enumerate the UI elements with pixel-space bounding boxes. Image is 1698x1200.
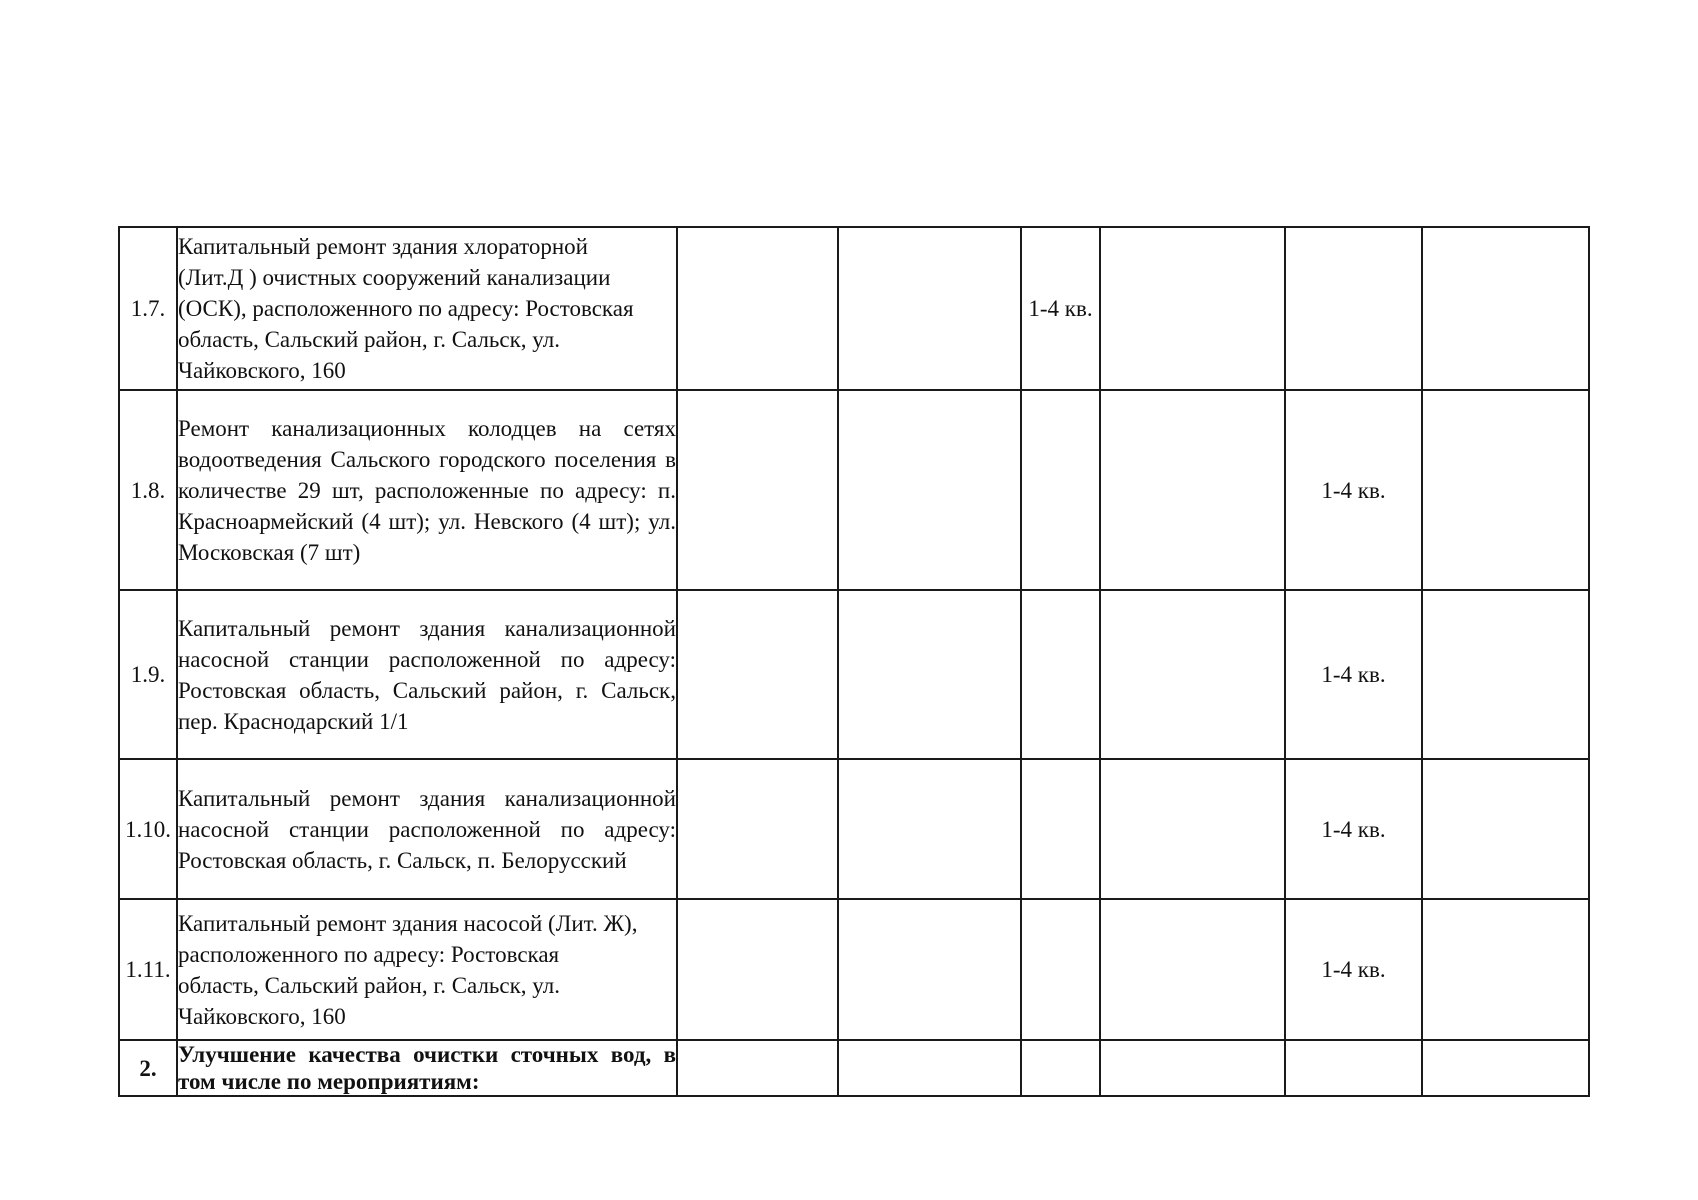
- table-row: [119, 390, 1589, 590]
- cell-col-8: [1422, 899, 1589, 1040]
- row-description: [177, 227, 677, 390]
- cell-col-4: [838, 590, 1021, 759]
- cell-col-5: [1021, 590, 1100, 759]
- cell-col-3: [677, 227, 838, 390]
- cell-col-7: [1285, 227, 1422, 390]
- table-row: [119, 590, 1589, 759]
- cell-col-6: [1100, 759, 1285, 899]
- cell-col-3: [677, 390, 838, 590]
- cell-col-6: [1100, 1040, 1285, 1096]
- cell-col-4: [838, 227, 1021, 390]
- cell-col-5: [1021, 1040, 1100, 1096]
- cell-col-7: 1-4 кв.: [1285, 759, 1422, 899]
- row-number: 1.11.: [119, 899, 177, 1040]
- cell-col-7: 1-4 кв.: [1285, 390, 1422, 590]
- row-number: 2.: [119, 1040, 177, 1096]
- cell-col-7: [1285, 1040, 1422, 1096]
- description-line: область, Сальский район, г. Сальск, ул.: [178, 327, 561, 352]
- table-row: [119, 899, 1589, 1040]
- table-row: [119, 1040, 1589, 1096]
- cell-col-8: [1422, 590, 1589, 759]
- cell-col-5: [1021, 899, 1100, 1040]
- cell-col-4: [838, 899, 1021, 1040]
- cell-col-5: [1021, 390, 1100, 590]
- row-number: 1.10.: [119, 759, 177, 899]
- cell-col-6: [1100, 227, 1285, 390]
- description-line: (Лит.Д ) очистных сооружений канализации: [178, 265, 611, 290]
- row-description: Капитальный ремонт здания канализационной насосной станции расположенной по адресу: Ростовская область, Сальский район, г. Сальск, пер. Краснодарский 1/1: [177, 590, 677, 759]
- row-description: Ремонт канализационных колодцев на сетях водоотведения Сальского городского поселения в количестве 29 шт, расположенные по адресу: п. Красноармейский (4 шт); ул. Невского (4 шт); ул. Московская (7 шт): [177, 390, 677, 590]
- description-line: Капитальный ремонт здания насосой (Лит. Ж),: [178, 910, 638, 936]
- row-description: [177, 899, 677, 1040]
- cell-col-8: [1422, 1040, 1589, 1096]
- table-row: [119, 227, 1589, 390]
- description-line: область, Сальский район, г. Сальск, ул.: [178, 972, 561, 998]
- description-line: (ОСК), расположенного по адресу: Ростовская: [178, 296, 634, 321]
- cell-col-3: [677, 590, 838, 759]
- description-line: расположенного по адресу: Ростовская: [178, 941, 560, 967]
- cell-col-3: [677, 1040, 838, 1096]
- cell-col-4: [838, 1040, 1021, 1096]
- cell-col-8: [1422, 390, 1589, 590]
- plan-table: [118, 226, 1590, 1097]
- description-line: Капитальный ремонт здания хлораторной: [178, 234, 588, 259]
- cell-col-6: [1100, 390, 1285, 590]
- row-number: 1.9.: [119, 590, 177, 759]
- cell-col-5: [1021, 759, 1100, 899]
- cell-col-6: [1100, 899, 1285, 1040]
- cell-col-8: [1422, 759, 1589, 899]
- row-description: Улучшение качества очистки сточных вод, в том числе по мероприятиям:: [178, 1042, 676, 1094]
- row-description: Капитальный ремонт здания канализационной насосной станции расположенной по адресу: Ростовская область, г. Сальск, п. Белорусский: [177, 759, 677, 899]
- cell-col-6: [1100, 590, 1285, 759]
- cell-col-7: 1-4 кв.: [1285, 590, 1422, 759]
- cell-col-8: [1422, 227, 1589, 390]
- cell-col-4: [838, 390, 1021, 590]
- cell-col-4: [838, 759, 1021, 899]
- row-number: 1.8.: [119, 390, 177, 590]
- cell-col-3: [677, 759, 838, 899]
- description-line: Чайковского, 160: [178, 358, 346, 383]
- description-line: Чайковского, 160: [178, 1003, 346, 1029]
- cell-col-3: [677, 899, 838, 1040]
- row-number: 1.7.: [119, 227, 177, 390]
- cell-col-5: 1-4 кв.: [1021, 227, 1100, 390]
- table-row: [119, 759, 1589, 899]
- cell-col-7: 1-4 кв.: [1285, 899, 1422, 1040]
